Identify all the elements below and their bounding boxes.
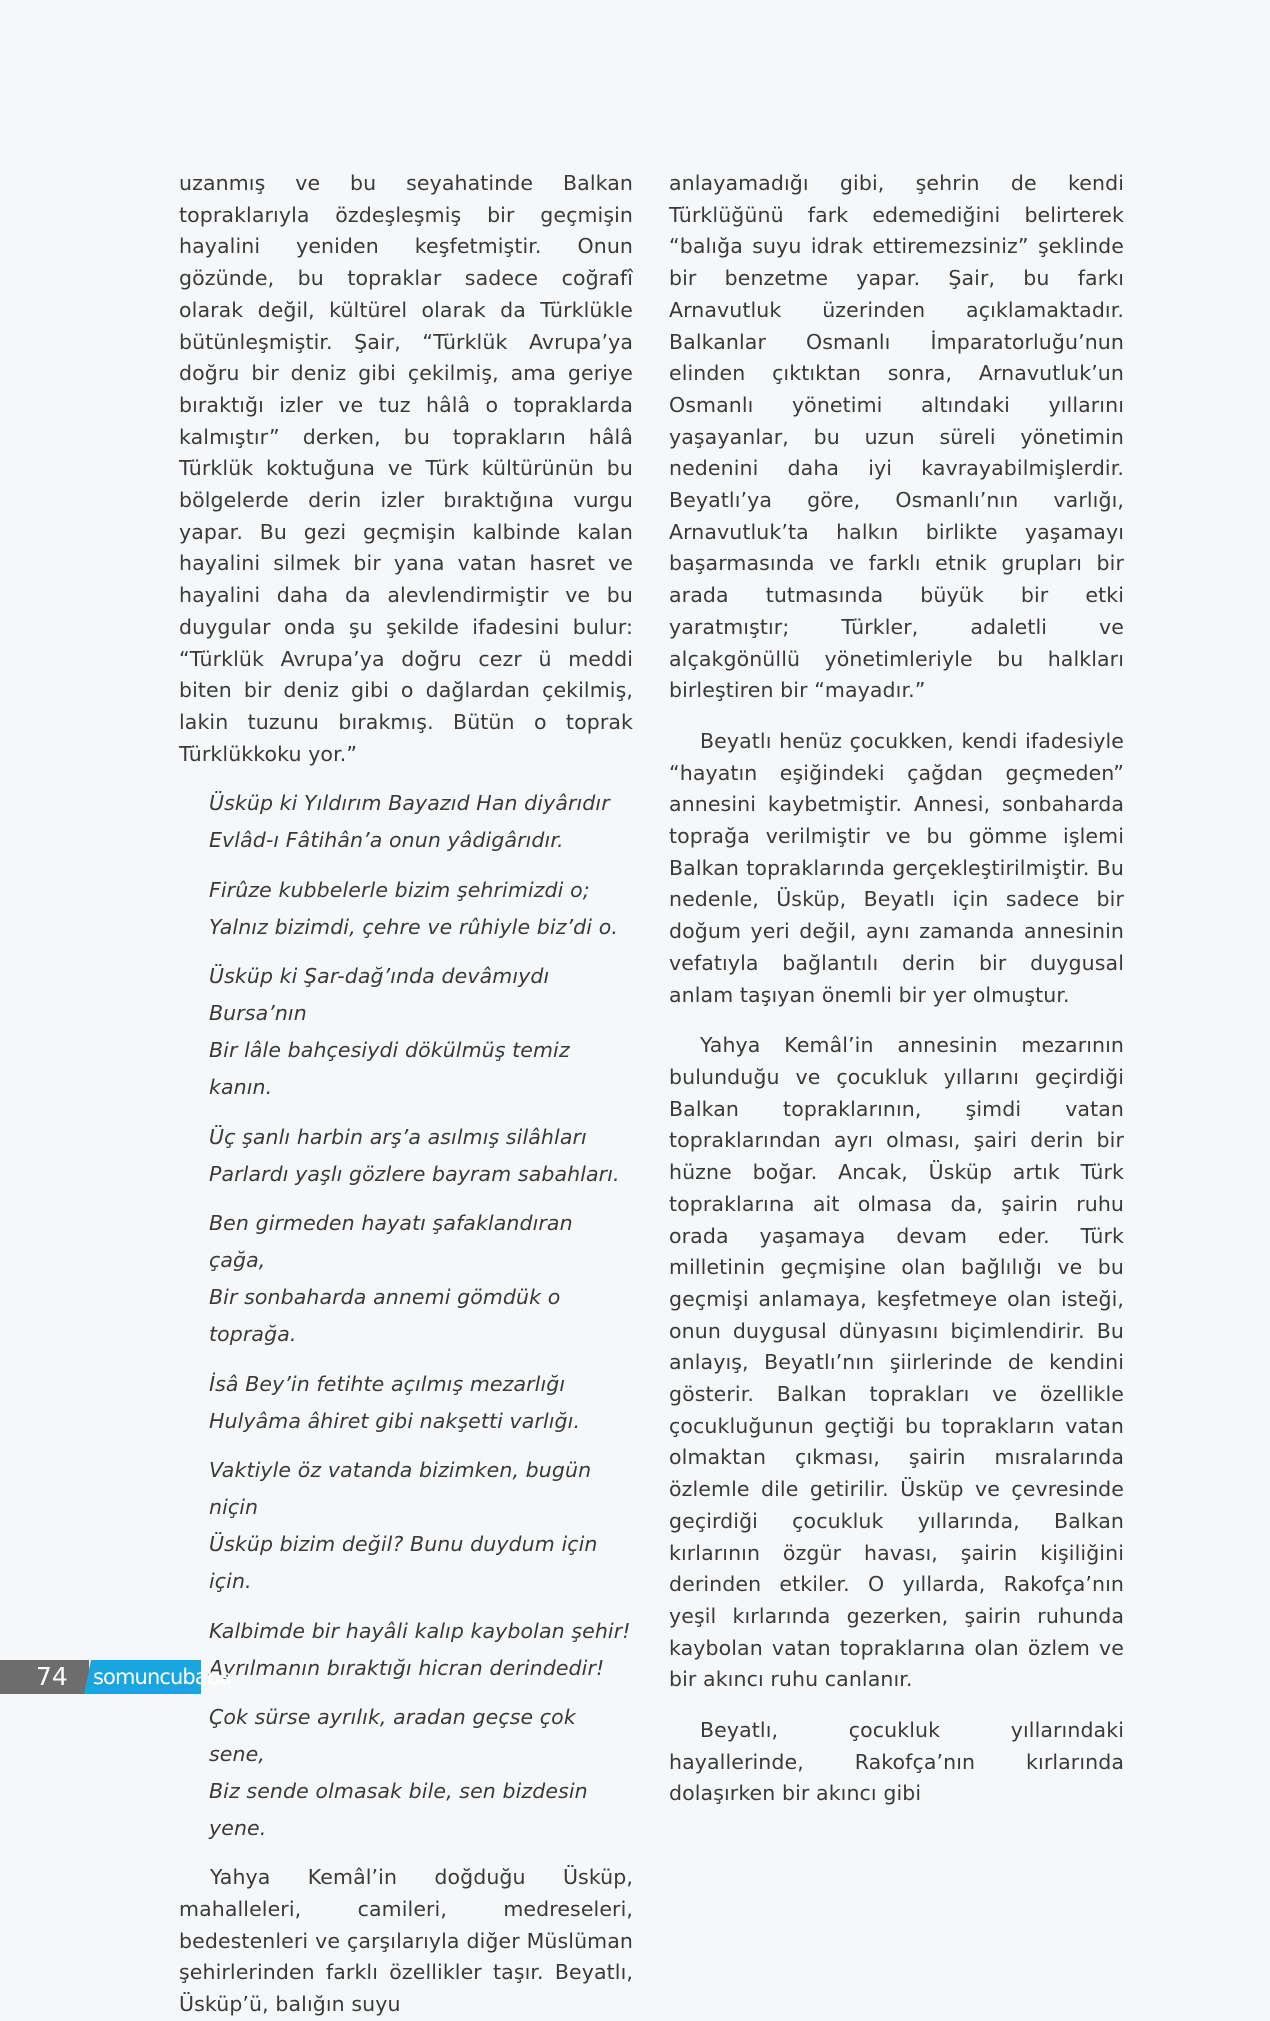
poem-line: Üç şanlı harbin arş’a asılmış silâhları [209,1124,587,1149]
paragraph: Yahya Kemâl’in annesinin mezarının bulunduğu ve çocukluk yıllarını geçirdiği Balkan topraklarının, şimdi vatan topraklarından ayrı olması, şairi derin bir hüzne boğar. Ancak, Üsküp artık Türk topraklarına ait olmasa da, şairin ruhu orada yaşamaya devam eder. Türk milletinin geçmişine olan bağlılığı ve bu geçmişi anlamaya, keşfetmeye olan isteği, onun duygusal dünyasını biçimlendirir. Bu anlayış, Beyatlı’nın şiirlerinde de kendini gösterir. Balkan toprakları ve özellikle çocukluğunun geçtiği bu toprakların vatan olmaktan çıkması, şairin mısralarında özlemle dile getirilir. Üsküp ve çevresinde geçirdiği çocukluk yıllarında, Balkan kırlarının özgür havası, şairin kişiliğini derinden etkiler. O yıllarda, Rakofça’nın yeşil kırlarında gezerken, şairin ruhunda kaybolan vatan topraklarına olan özlem ve bir akıncı ruhu canlanır. [669,1033,1124,1692]
paragraph: uzanmış ve bu seyahatinde Balkan topraklarıyla özdeşleşmiş bir geçmişin hayalini yeniden keşfetmiştir. Onun gözünde, bu topraklar sadece coğrafî olarak değil, kültürel olarak da Türklükle bütünleşmiştir. Şair, “Türklük Avrupa’ya doğru bir deniz gibi çekilmiş, ama geriye bıraktığı izler ve tuz hâlâ o topraklarda kalmıştır” derken, bu toprakların hâlâ Türklük koktuğuna ve Türk kültürünün bu bölgelerde derin izler bıraktığına vurgu yapar. Bu gezi geçmişin kalbinde kalan hayalini silmek bir yana vatan hasret ve hayalini daha da alevlendirmiştir ve bu duygular onda şu şekilde ifadesini bulur: “Türklük Avrupa’ya doğru cezr ü meddi biten bir deniz gibi o dağlardan çekilmiş, lakin tuzunu bırakmış. Bütün o toprak Türklükkoku yor.” [179,171,633,766]
poem-line: Ayrılmanın bıraktığı hicran derindedir! [209,1655,605,1680]
page-footer [0,1660,232,1694]
paragraph: anlayamadığı gibi, şehrin de kendi Türklüğünü fark edemediğini belirterek “balığa suyu idrak ettiremezsiniz” şeklinde bir benzetme yapar. Şair, bu farkı Arnavutluk üzerinden açıklamaktadır. Balkanlar Osmanlı İmparatorluğu’nun elinden çıktıktan sonra, Arnavutluk’un Osmanlı yönetimi altındaki yıllarını yaşayanlar, bu uzun süreli yönetimin nedenini daha iyi kavrayabilmişlerdir. Beyatlı’ya göre, Osmanlı’nın varlığı, Arnavutluk’ta halkın birlikte yaşamayı başarmasında ve farklı etnik grupları bir arada tutmasında büyük bir etki yaratmıştır; Türkler, adaletli ve alçakgönüllü yönetimleriyle bu halkları birleştiren bir “mayadır.” [669,171,1124,703]
poem-line: Kalbimde bir hayâli kalıp kaybolan şehir! [209,1618,631,1643]
poem-stanza [209,1699,633,1847]
brand-logo: somuncubaba [93,1665,232,1689]
left-column [179,168,633,2021]
poem-stanza [209,872,633,946]
poem-stanza [209,1119,633,1193]
right-column [669,168,1124,1810]
poem-line: Üsküp bizim değil? Bunu duydum için için. [209,1532,598,1594]
paragraph: Beyatlı henüz çocukken, kendi ifadesiyle “hayatın eşiğindeki çağdan geçmeden” annesini kaybetmiştir. Annesi, sonbaharda toprağa verilmiştir ve bu gömme işlemi Balkan topraklarında gerçekleştirilmiştir. Bu nedenle, Üsküp, Beyatlı için sadece bir doğum yeri değil, aynı zamanda annesinin vefatıyla bağlantılı derin bir duygusal anlam taşıyan önemli bir yer olmuştur. [669,728,1124,1007]
page-number: 74 [36,1662,68,1691]
poem-line: Üsküp ki Yıldırım Bayazıd Han diyârıdır [209,791,610,816]
poem-stanza [209,1452,633,1600]
poem-line: Bir lâle bahçesiydi dökülmüş temiz kanın. [209,1038,570,1100]
poem-line: Firûze kubbelerle bizim şehrimizdi o; [209,877,590,902]
poem-line: Evlâd-ı Fâtihân’a onun yâdigârıdır. [209,828,564,853]
poem-line: Üsküp ki Şar-dağ’ında devâmıydı Bursa’nın [209,964,550,1026]
poem-line: Bir sonbaharda annemi gömdük o toprağa. [209,1285,561,1347]
poem [209,785,633,1847]
poem-stanza [209,1366,633,1440]
poem-line: İsâ Bey’in fetihte açılmış mezarlığı [209,1371,566,1396]
poem-line: Parlardı yaşlı gözlere bayram sabahları. [209,1161,620,1186]
poem-line: Biz sende olmasak bile, sen bizdesin yene. [209,1779,588,1841]
poem-line: Ben girmeden hayatı şafaklandıran çağa, [209,1211,573,1273]
poem-line: Vaktiyle öz vatanda bizimken, bugün niçin [209,1458,592,1520]
poem-line: Çok sürse ayrılık, aradan geçse çok sene, [209,1705,576,1767]
paragraph: Yahya Kemâl’in doğduğu Üsküp, mahalleleri, camileri, medreseleri, bedestenleri ve çarşılarıyla diğer Müslüman şehirlerinden farklı özellikler taşır. Beyatlı, Üsküp’ü, balığın suyu [179,1865,633,2017]
poem-stanza [209,1205,633,1353]
paragraph: Beyatlı, çocukluk yıllarındaki hayallerinde, Rakofça’nın kırlarında dolaşırken bir akıncı gibi [669,1718,1124,1806]
poem-stanza [209,958,633,1106]
poem-line: Hulyâma âhiret gibi nakşetti varlığı. [209,1408,581,1433]
poem-stanza [209,1613,633,1687]
poem-line: Yalnız bizimdi, çehre ve rûhiyle biz’di o. [209,914,618,939]
poem-stanza [209,785,633,859]
